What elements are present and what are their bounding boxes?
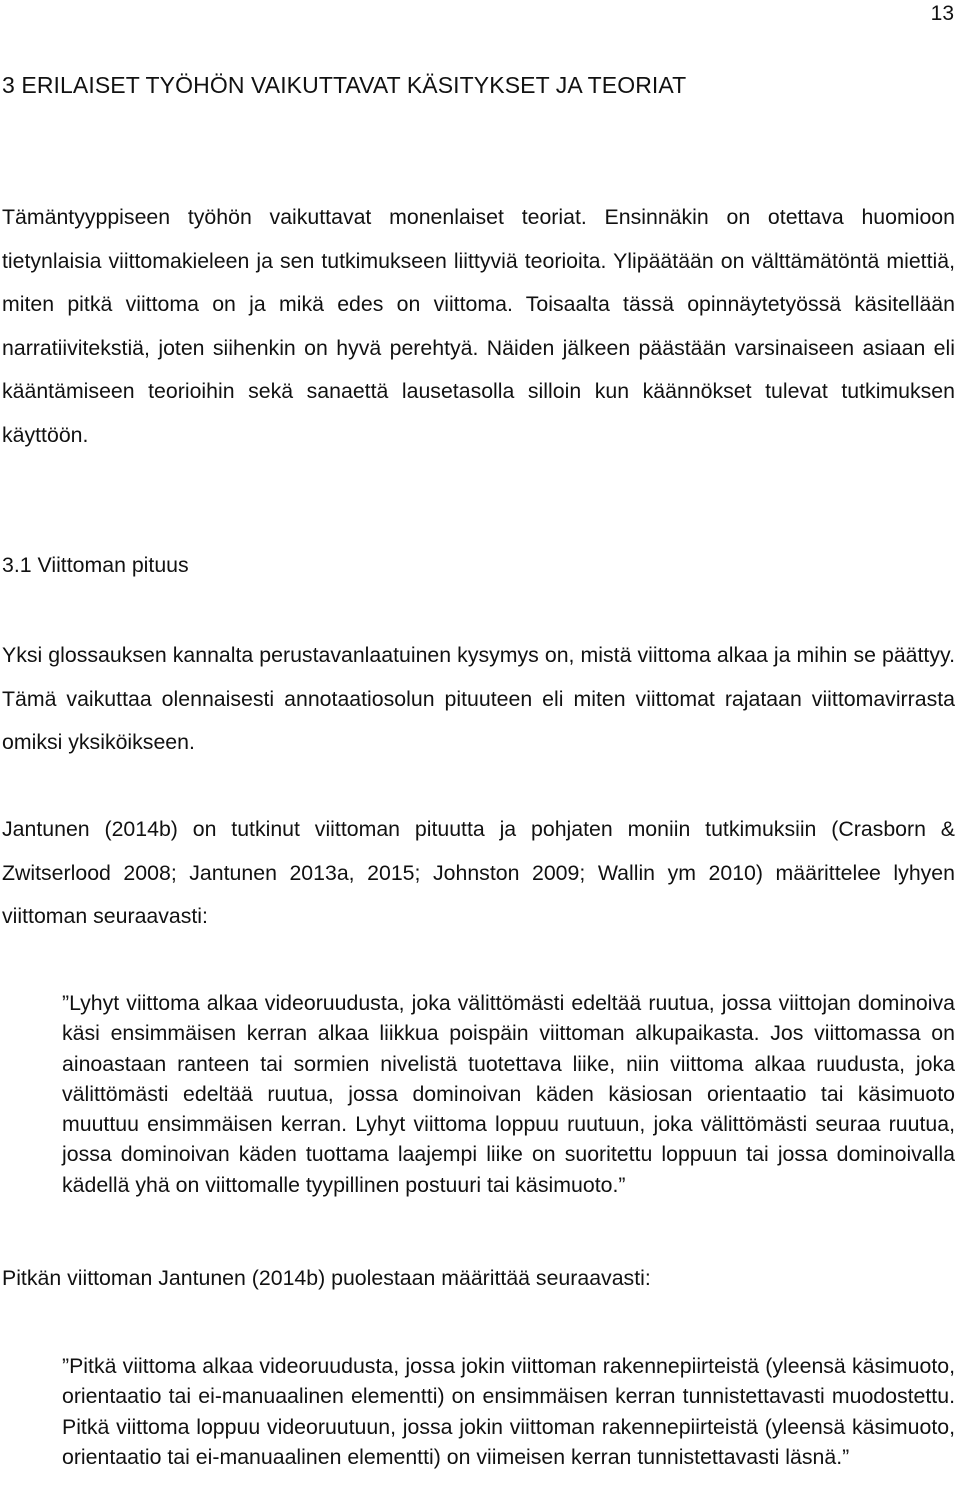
body-paragraph-long-sign: Pitkän viittoman Jantunen (2014b) puolestaan määrittää seuraavasti: [2, 1266, 651, 1290]
intro-paragraph: Tämäntyyppiseen työhön vaikuttavat monenlaiset teoriat. Ensinnäkin on otettava huomioon tietynlaisia viittomakieleen ja sen tutkimukseen liittyviä teorioita. Ylipäätään on välttämätöntä miettiä, miten pitkä viittoma on ja mikä edes on viittoma. Toisaalta tässä opinnäytetyössä käsitellään narratiivitekstiä, joten siihenkin on hyvä perehtyä. Näiden jälkeen päästään varsinaiseen asiaan eli kääntämiseen teorioihin sekä sanaettä lausetasolla silloin kun käännökset tulevat tutkimuksen käyttöön. [2, 205, 955, 447]
chapter-title: 3 ERILAISET TYÖHÖN VAIKUTTAVAT KÄSITYKSET JA TEORIAT [2, 72, 687, 98]
body-paragraph-jantunen: Jantunen (2014b) on tutkinut viittoman pituutta ja pohjaten moniin tutkimuksiin (Crasborn & Zwitserlood 2008; Jantunen 2013a, 2015; Johnston 2009; Wallin ym 2010) määrittelee lyhyen viittoman seuraavasti: [2, 817, 955, 928]
section-heading: 3.1 Viittoman pituus [2, 553, 189, 577]
block-quote-long-sign: ”Pitkä viittoma alkaa videoruudusta, jossa jokin viittoman rakennepiirteistä (yleensä käsimuoto, orientaatio tai ei-manuaalinen elementti) on ensimmäisen kerran tunnistettavasti muodostettu. Pitkä viittoma loppuu videoruutuun, jossa jokin viittoman rakennepiirteistä (yleensä käsimuoto, orientaatio tai ei-manuaalinen elementti) on viimeisen kerran tunnistettavasti läsnä.” [62, 1354, 955, 1469]
page-number: 13 [930, 2, 954, 25]
body-paragraph-glossing: Yksi glossauksen kannalta perustavanlaatuinen kysymys on, mistä viittoma alkaa ja mihin se päättyy. Tämä vaikuttaa olennaisesti annotaatiosolun pituuteen eli miten viittomat rajataan viittomavirrasta omiksi yksiköikseen. [2, 643, 955, 754]
block-quote-short-sign: ”Lyhyt viittoma alkaa videoruudusta, joka välittömästi edeltää ruutua, jossa viittojan dominoiva käsi ensimmäisen kerran alkaa liikkua poispäin viittoman alkupaikasta. Jos viittomassa on ainoastaan ranteen tai sormien nivelistä tuotettava liike, niin viittoma alkaa ruudusta, joka välittömästi edeltää ruutua, jossa dominoivan käden käsiosan orientaatio tai käsimuoto muuttuu ensimmäisen kerran. Lyhyt viittoma loppuu ruutuun, joka välittömästi seuraa ruutua, jossa dominoivan käden tuottama laajempi liike on suoritettu loppuun tai jossa dominoivalla kädellä yhä on viittomalle tyypillinen postuuri tai käsimuoto.” [62, 991, 955, 1197]
